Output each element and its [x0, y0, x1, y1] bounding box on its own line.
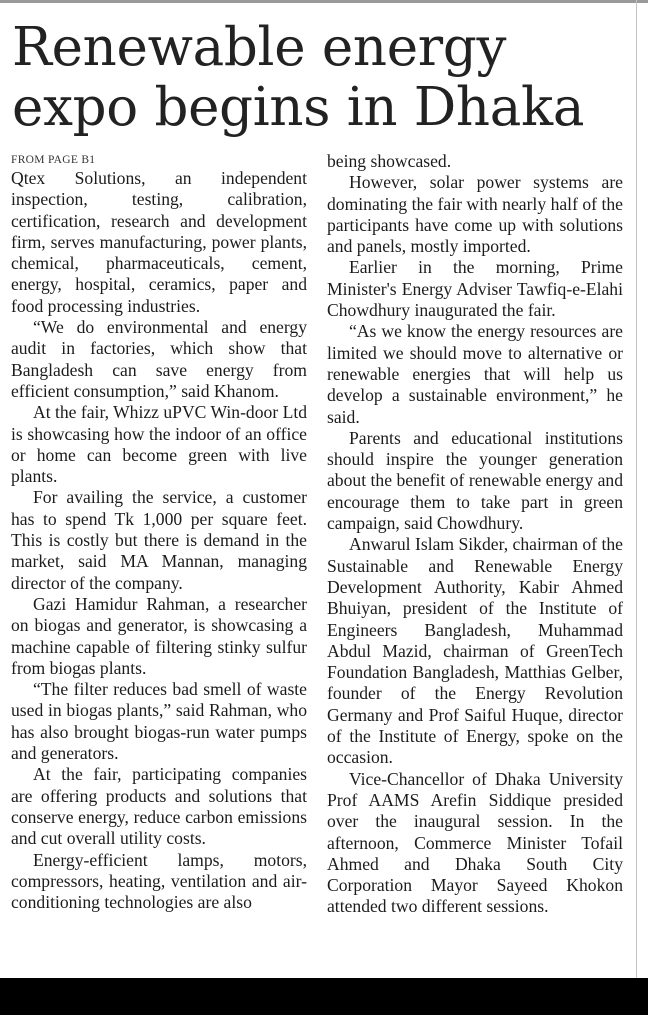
paragraph: “As we know the energy resources are limited we should move to alternative or renewable energies that will help us develop a sustainable environment,” he said. [327, 321, 623, 427]
paragraph: Gazi Hamidur Rahman, a researcher on biogas and generator, is showcasing a machine capable of filtering stinky sulfur from biogas plants. [11, 593, 307, 678]
paragraph: However, solar power systems are dominating the fair with nearly half of the participants have come up with solutions and panels, mostly imported. [327, 172, 623, 257]
paragraph: Energy-efficient lamps, motors, compressors, heating, ventilation and air-conditioning technologies are also [11, 849, 307, 913]
paragraph: Anwarul Islam Sikder, chairman of the Sustainable and Renewable Energy Development Authority, Kabir Ahmed Bhuiyan, president of the Institute of Engineers Bangladesh, Muhammad Abdul Mazid, chairman of GreenTech Foundation Bangladesh, Matthias Gelber, founder of the Energy Revolution Germany and Prof Saiful Huque, director of the Institute of Energy, spoke on the occasion. [327, 534, 623, 768]
paragraph: Vice-Chancellor of Dhaka University Prof AAMS Arefin Siddique presided over the inaugural session. In the afternoon, Commerce Minister Tofail Ahmed and Dhaka South City Corporation Mayor Sayeed Khokon attended two different sessions. [327, 768, 623, 917]
paragraph: Qtex Solutions, an independent inspection, testing, calibration, certification, research and development firm, serves manufacturing, power plants, chemical, pharmaceuticals, cement, energy, hospital, ceramics, paper and food processing industries. [11, 168, 307, 316]
paragraph: Earlier in the morning, Prime Minister's Energy Adviser Tawfiq-e-Elahi Chowdhury inaugurated the fair. [327, 257, 623, 321]
paragraph: “We do environmental and energy audit in factories, which show that Bangladesh can save energy from efficient consumption,” said Khanom. [11, 317, 307, 401]
paragraph: “The filter reduces bad smell of waste used in biogas plants,” said Rahman, who has also brought biogas-run water pumps and generators. [11, 679, 307, 764]
dateline: FROM PAGE B1 [11, 154, 96, 166]
paragraph: At the fair, participating companies are offering products and solutions that conserve energy, reduce carbon emissions and cut overall utility costs. [11, 764, 307, 849]
top-rule [0, 0, 648, 3]
headline: Renewable energy expo begins in Dhaka [12, 17, 585, 138]
paragraph: For availing the service, a customer has to spend Tk 1,000 per square feet. This is costly but there is demand in the market, said MA Mannan, managing director of the company. [11, 487, 307, 593]
right-column [327, 151, 623, 918]
paragraph: At the fair, Whizz uPVC Win-door Ltd is showcasing how the indoor of an office or home can become green with live plants. [11, 402, 308, 487]
paragraph: being showcased. [327, 151, 452, 171]
bottom-black-bar [0, 978, 648, 1015]
paragraph: Parents and educational institutions should inspire the younger generation about the benefit of renewable energy and encourage them to take part in green campaign, said Chowdhury. [327, 427, 623, 534]
column-edge-rule [636, 0, 637, 980]
left-column [11, 152, 307, 913]
